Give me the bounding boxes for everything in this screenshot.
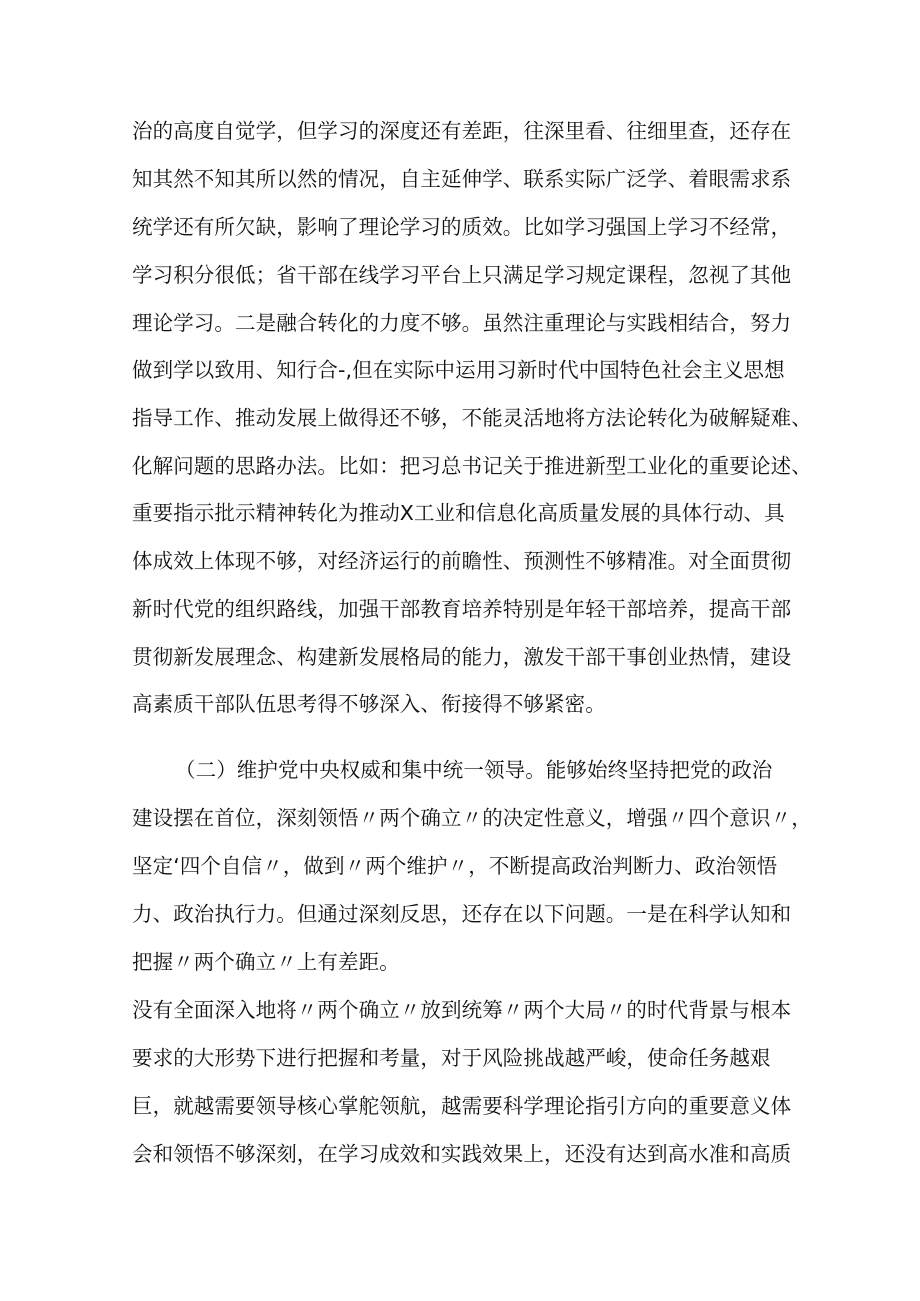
text-line: 化解问题的思路办法。比如：把习总书记关于推进新型工业化的重要论述、	[132, 454, 812, 478]
text-line: 理论学习。二是融合转化的力度不够。虽然注重理论与实践相结合，努力	[132, 311, 792, 335]
section-heading-line: （二）维护党中央权威和集中统一领导。能够始终坚持把党的政治	[175, 758, 773, 782]
text-line: 重要指示批示精神转化为推动X工业和信息化高质量发展的具体行动、具	[132, 501, 785, 525]
text-line: 要求的大形势下进行把握和考量，对于风险挑战越严峻，使命任务越艰	[132, 1046, 771, 1070]
text-line: 力、政治执行力。但通过深刻反思，还存在以下问题。一是在科学认知和	[132, 902, 792, 926]
text-line: 指导工作、推动发展上做得还不够，不能灵活地将方法论转化为破解疑难、	[132, 406, 812, 430]
text-line: 巨，就越需要领导核心掌舵领航，越需要科学理论指引方向的重要意义体	[132, 1094, 792, 1118]
text-line: 把握〃两个确立〃上有差距。	[132, 950, 400, 974]
text-line: 会和领悟不够深刻，在学习成效和实践效果上，还没有达到高水准和高质	[132, 1142, 792, 1166]
text-line: 学习积分很低；省干部在线学习平台上只满足学习规定课程，忽视了其他	[132, 263, 792, 287]
text-line: 没有全面深入地将〃两个确立〃放到统筹〃两个大局〃的时代背景与根本	[132, 998, 792, 1022]
text-line: 贯彻新发展理念、构建新发展格局的能力，激发干部干事创业热情，建设	[132, 645, 792, 669]
text-line: 治的高度自觉学，但学习的深度还有差距，往深里看、往细里查，还存在	[132, 119, 792, 143]
text-line: 统学还有所欠缺，影响了理论学习的质效。比如学习强国上学习不经常，	[132, 215, 792, 239]
text-line: 坚定‘四个自信〃，做到〃两个维护〃，不断提高政治判断力、政治领悟	[132, 854, 778, 878]
text-line: 做到学以致用、知行合-,但在实际中运用习新时代中国特色社会主义思想	[132, 358, 785, 382]
text-line: 新时代党的组织路线，加强干部教育培养特别是年轻干部培养，提高干部	[132, 597, 792, 621]
text-line: 体成效上体现不够，对经济运行的前瞻性、预测性不够精准。对全面贯彻	[132, 549, 792, 573]
text-line: 知其然不知其所以然的情况，自主延伸学、联系实际广泛学、着眼需求系	[132, 167, 792, 191]
text-line: 高素质干部队伍思考得不够深入、衔接得不够紧密。	[132, 692, 606, 716]
text-line: 建设摆在首位，深刻领悟〃两个确立〃的决定性意义，增强〃四个意识〃，	[132, 806, 812, 830]
